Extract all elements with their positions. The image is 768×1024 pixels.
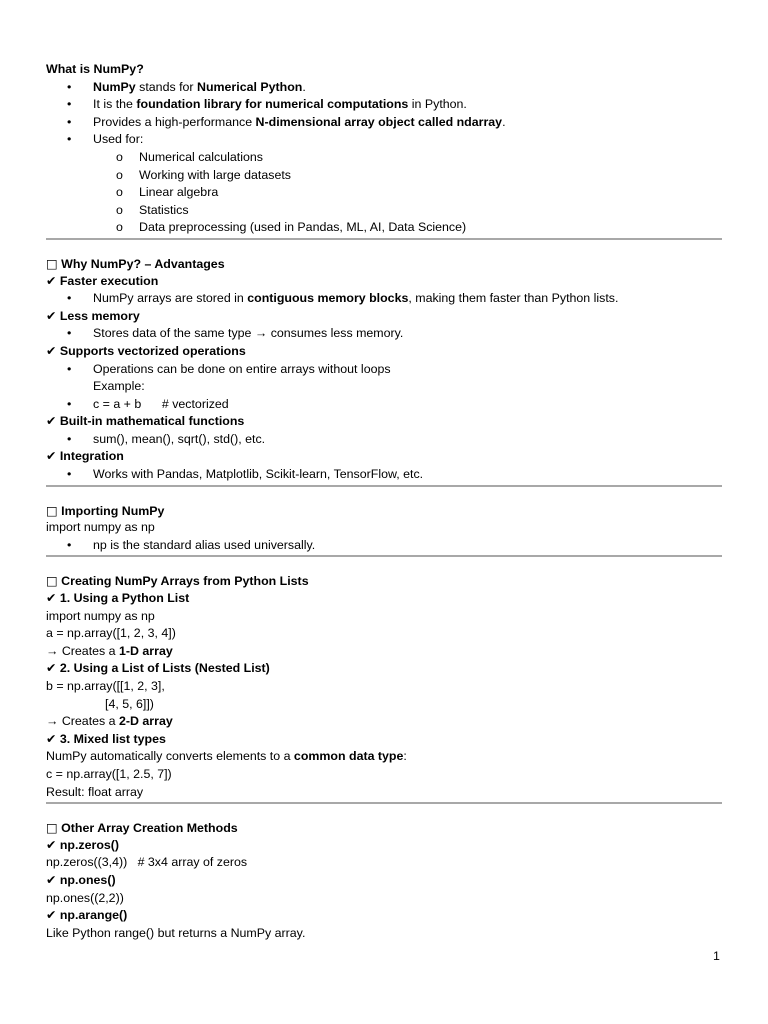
list-item: • sum(), mean(), sqrt(), std(), etc.	[46, 431, 722, 449]
note-line: → Creates a 1-D array	[46, 643, 173, 658]
section-heading-importing: □ Importing NumPy	[46, 502, 165, 518]
code-line: import numpy as np	[46, 520, 155, 535]
list-item: • Stores data of the same type → consumes less memory.	[46, 325, 722, 343]
code-line: np.zeros((3,4)) # 3x4 array of zeros	[46, 855, 248, 870]
code-line: b = np.array([[1, 2, 3],	[46, 679, 165, 693]
list-item: • NumPy arrays are stored in contiguous memory blocks, making them faster than Python lists.	[46, 290, 722, 308]
note-line: → Creates a 2-D array	[46, 714, 173, 729]
section-heading-what-is-numpy: What is NumPy?	[46, 62, 144, 76]
placeholder-box-icon: □	[46, 820, 58, 836]
code-line: np.ones((2,2))	[46, 890, 124, 905]
method-title: ✔ 3. Mixed list types	[46, 731, 166, 746]
advantage-title: ✔ Integration	[46, 449, 124, 464]
section-heading-creating-arrays: □ Creating NumPy Arrays from Python Lists	[46, 573, 309, 589]
section-divider	[46, 555, 722, 557]
text-line: NumPy automatically converts elements to a common data type:	[46, 749, 407, 764]
page-number: 1	[713, 949, 720, 963]
result-line: Result: float array	[46, 784, 144, 799]
sub-list-item: o Data preprocessing (used in Pandas, ML, AI, Data Science)	[46, 219, 722, 237]
list-item: • c = a + b # vectorized	[46, 396, 722, 414]
list-item: • It is the foundation library for numerical computations in Python.	[46, 96, 722, 114]
section-divider	[46, 802, 722, 804]
method-title: ✔ np.arange()	[46, 908, 128, 923]
advantage-title: ✔ Built-in mathematical functions	[46, 414, 245, 429]
list-item: • Provides a high-performance N-dimensional array object called ndarray.	[46, 114, 722, 132]
sub-list-item: o Statistics	[46, 202, 722, 220]
code-line: import numpy as np	[46, 608, 155, 623]
list-item: • np is the standard alias used universally.	[46, 537, 722, 555]
section-divider	[46, 485, 722, 487]
text-line: Like Python range() but returns a NumPy array.	[46, 925, 306, 940]
list-item: • NumPy stands for Numerical Python.	[46, 79, 722, 97]
list-item: • Used for:	[46, 131, 722, 149]
sub-list-item: o Linear algebra	[46, 184, 722, 202]
example-label: Example:	[93, 379, 145, 394]
code-line: a = np.array([1, 2, 3, 4])	[46, 626, 176, 641]
section-divider	[46, 238, 722, 240]
document-page	[46, 61, 722, 942]
sub-list-item: o Numerical calculations	[46, 149, 722, 167]
advantage-title: ✔ Less memory	[46, 308, 140, 323]
list-item: • Works with Pandas, Matplotlib, Scikit-learn, TensorFlow, etc.	[46, 466, 722, 484]
code-line: [4, 5, 6]])	[105, 696, 154, 711]
placeholder-box-icon: □	[46, 502, 58, 518]
placeholder-box-icon: □	[46, 573, 58, 589]
section-heading-other-methods: □ Other Array Creation Methods	[46, 820, 238, 836]
section-heading-why-numpy: □ Why NumPy? – Advantages	[46, 255, 225, 271]
code-line: c = np.array([1, 2.5, 7])	[46, 766, 172, 781]
sub-list-item: o Working with large datasets	[46, 167, 722, 185]
method-title: ✔ 1. Using a Python List	[46, 591, 190, 606]
list-item: • Operations can be done on entire arrays without loops	[46, 361, 722, 379]
advantage-title: ✔ Faster execution	[46, 273, 159, 288]
method-title: ✔ np.ones()	[46, 872, 116, 887]
method-title: ✔ 2. Using a List of Lists (Nested List)	[46, 661, 270, 676]
advantage-title: ✔ Supports vectorized operations	[46, 343, 246, 358]
method-title: ✔ np.zeros()	[46, 837, 120, 852]
placeholder-box-icon: □	[46, 255, 58, 271]
